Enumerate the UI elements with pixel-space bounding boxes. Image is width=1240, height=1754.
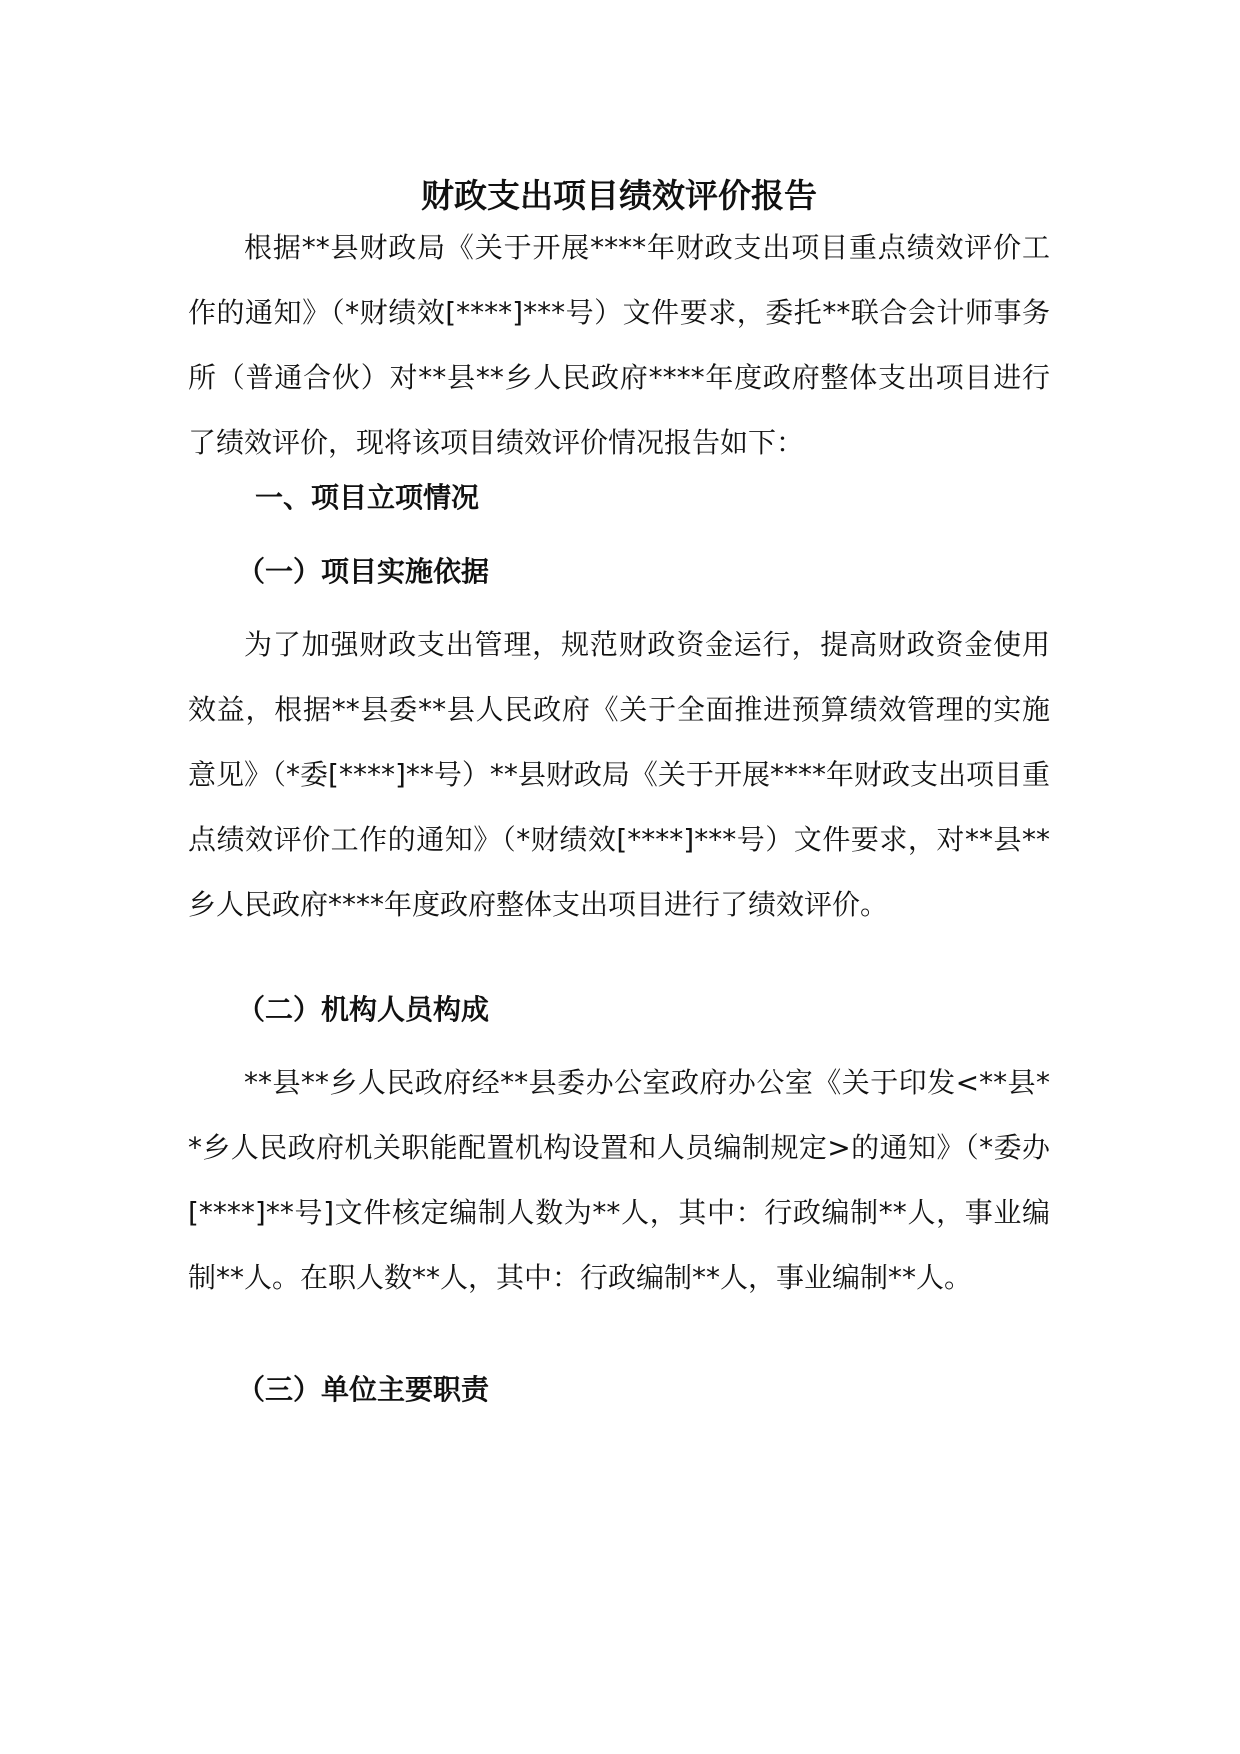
document-title: 财政支出项目绩效评价报告 <box>421 176 817 215</box>
subsection-body-2: **县**乡人民政府经**县委办公室政府办公室《关于印发<**县**乡人民政府机关职能配置机构设置和人员编制规定>的通知》（*委办[****]**号]文件核定编制人数为**人，其中：行政编制**人，事业编制**人。在职人数**人，其中：行政编制**人，事业编制**人。 <box>188 1066 1050 1294</box>
section-heading-1: 一、项目立项情况 <box>255 481 480 514</box>
subsection-heading-1: （一）项目实施依据 <box>237 555 490 588</box>
subsection-heading-2: （二）机构人员构成 <box>237 993 490 1026</box>
subsection-body-1: 为了加强财政支出管理，规范财政资金运行，提高财政资金使用效益，根据**县委**县人民政府《关于全面推进预算绩效管理的实施意见》（*委[****]**号）**县财政局《关于开展****年财政支出项目重点绩效评价工作的通知》（*财绩效[****]***号）文件要求，对**县**乡人民政府****年度政府整体支出项目进行了绩效评价。 <box>188 628 1050 921</box>
subsection-heading-3: （三）单位主要职责 <box>237 1373 490 1406</box>
intro-paragraph: 根据**县财政局《关于开展****年财政支出项目重点绩效评价工作的通知》（*财绩效[****]***号）文件要求，委托**联合会计师事务所（普通合伙）对**县**乡人民政府****年度政府整体支出项目进行了绩效评价，现将该项目绩效评价情况报告如下： <box>188 231 1050 459</box>
